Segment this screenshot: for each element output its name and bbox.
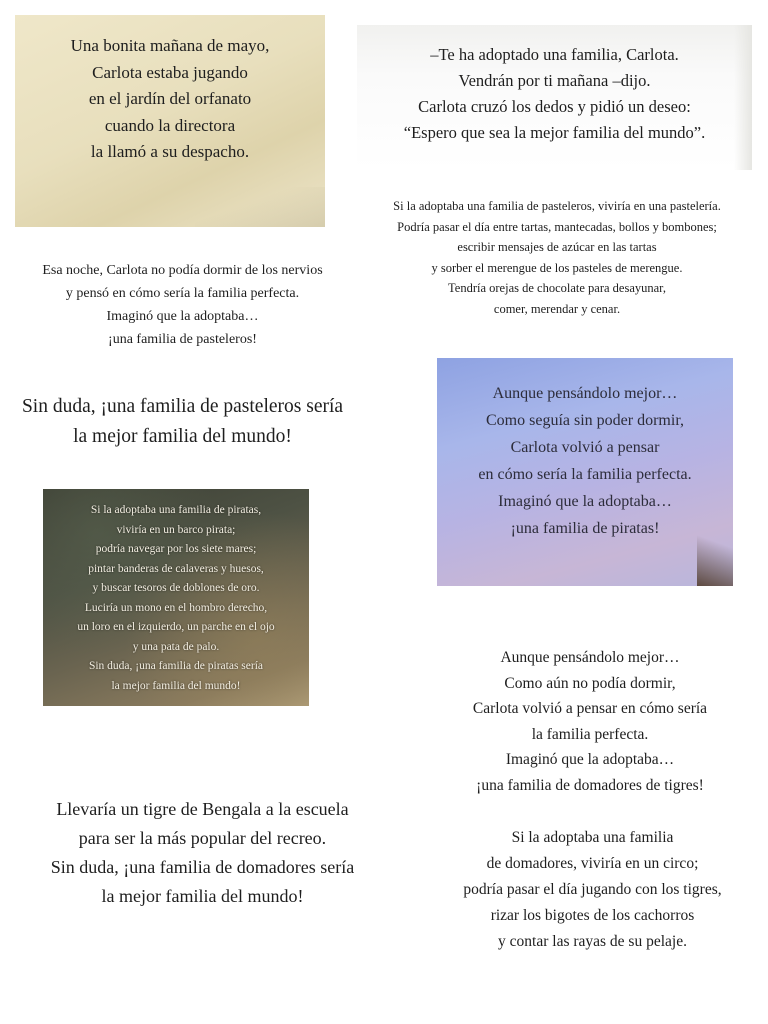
text-line: Sin duda, ¡una familia de pasteleros sería [21, 396, 344, 417]
text-line: Como aún no podía dormir, [504, 674, 676, 692]
text-line: la mejor familia del mundo! [101, 886, 304, 906]
text-line: Carlota estaba jugando [92, 62, 248, 82]
text-line: ¡una familia de piratas! [510, 520, 660, 537]
text-line: Sin duda, ¡una familia de piratas sería [88, 660, 264, 672]
text-line: en el jardín del orfanato [88, 89, 252, 108]
panel-adoption-news [357, 25, 752, 170]
text-line: podría pasar el día jugando con los tigres, [463, 881, 722, 898]
text-line: Podría pasar el día entre tartas, mantecadas, bollos y bombones; [397, 219, 717, 234]
text-line: la familia perfecta. [531, 725, 649, 743]
text-line: de domadores, viviría en un circo; [486, 855, 699, 872]
text-line: –Te ha adoptado una familia, Carlota. [430, 45, 679, 64]
text-line: y sorber el merengue de los pasteles de merengue. [431, 260, 683, 275]
text-tamers-family [425, 825, 760, 957]
text-line: Carlota cruzó los dedos y pidió un deseo: [418, 97, 691, 116]
text-line: para ser la más popular del recreo. [78, 828, 327, 848]
text-line: “Espero que sea la mejor familia del mundo”. [403, 123, 706, 142]
text-line: Sin duda, ¡una familia de domadores sería [50, 857, 355, 877]
text-line: Si la adoptaba una familia [511, 829, 674, 846]
text-line: Carlota volvió a pensar en cómo sería [472, 700, 708, 717]
text-line: Llevaría un tigre de Bengala a la escuela [56, 799, 349, 819]
text-line: podría navegar por los siete mares; [95, 543, 257, 555]
text-line: viviría en un barco pirata; [116, 523, 236, 536]
text-line: rizar los bigotes de los cachorros [490, 907, 695, 924]
text-line: la llamó a su despacho. [90, 142, 250, 161]
text-sleepless-night [5, 259, 360, 354]
text-tamers-conclusion [10, 795, 395, 913]
text-line: Si la adoptaba una familia de pasteleros, viviría en una pastelería. [393, 199, 721, 213]
text-line: Tendría orejas de chocolate para desayunar, [448, 281, 666, 295]
panel-may-morning [15, 15, 325, 227]
text-line: Esa noche, Carlota no podía dormir de los nervios [42, 263, 323, 278]
text-line: escribir mensajes de azúcar en las tartas [457, 240, 657, 254]
panel-pirates-family [43, 489, 309, 706]
text-line: Una bonita mañana de mayo, [70, 36, 270, 55]
text-line: Luciría un mono en el hombro derecho, [84, 601, 268, 614]
text-line: Imaginó que la adoptaba… [498, 493, 672, 510]
text-line: Imaginó que la adoptaba… [505, 751, 675, 768]
text-bakers-conclusion [5, 392, 360, 456]
text-line: Aunque pensándolo mejor… [492, 385, 678, 402]
text-line: Carlota volvió a pensar [510, 439, 660, 456]
panel-pirates-thought [437, 358, 733, 586]
text-line: un loro en el izquierdo, un parche en el ojo [77, 621, 275, 633]
text-line: comer, merendar y cenar. [493, 301, 621, 316]
text-line: Si la adoptaba una familia de piratas, [90, 504, 262, 516]
text-line: y pensó en cómo sería la familia perfecta. [65, 286, 300, 301]
text-line: ¡una familia de domadores de tigres! [476, 776, 704, 794]
text-line: cuando la directora [104, 115, 236, 135]
text-line: y contar las rayas de su pelaje. [498, 933, 687, 950]
text-line: Imaginó que la adoptaba… [106, 309, 259, 324]
text-line: en cómo sería la familia perfecta. [478, 466, 692, 483]
text-tamers-thought [430, 645, 750, 805]
text-line: Como seguía sin poder dormir, [486, 412, 684, 429]
text-bakers-family [354, 196, 760, 326]
text-line: ¡una familia de pasteleros! [108, 332, 257, 347]
text-line: la mejor familia del mundo! [73, 426, 292, 447]
text-line: y buscar tesoros de doblones de oro. [92, 582, 260, 594]
text-line: y una pata de palo. [132, 640, 220, 653]
text-line: Vendrán por ti mañana –dijo. [458, 71, 651, 90]
text-line: la mejor familia del mundo! [111, 679, 241, 692]
text-line: pintar banderas de calaveras y huesos, [88, 562, 264, 575]
text-line: Aunque pensándolo mejor… [500, 649, 680, 666]
